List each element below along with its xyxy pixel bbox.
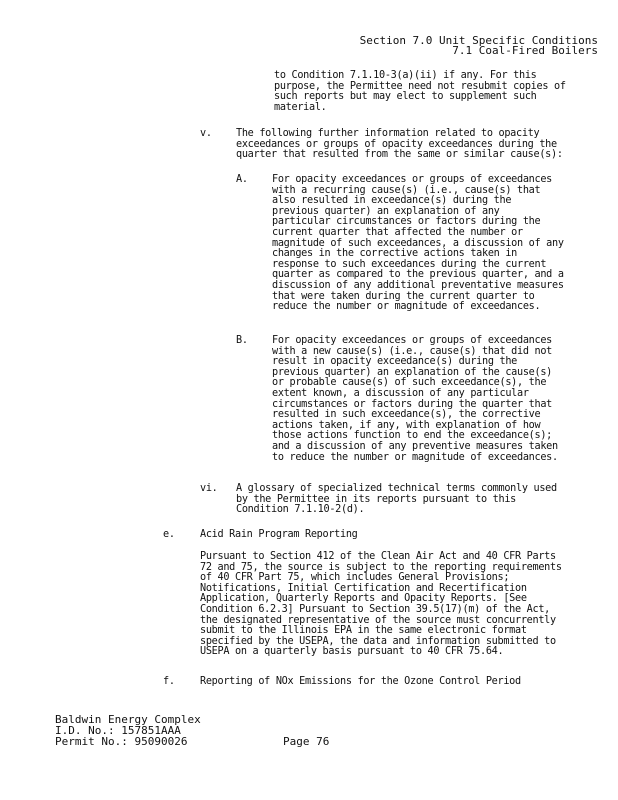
text-line: Condition 7.1.10-2(d). [236,504,365,516]
text-line: changes in the corrective actions taken in [272,248,518,260]
text-line: previous quarter) an explanation of any [272,205,500,217]
text-line: such reports but may elect to supplement such [274,91,537,103]
text-line: and a discussion of any preventive measures taken [272,440,558,452]
text-line: exceedances or groups of opacity exceedances during the [236,138,557,150]
item-b-text [272,336,558,463]
text-line: quarter that resulted from the same or similar cause(s): [236,149,563,161]
item-b-label: B. [236,335,248,346]
text-line: actions taken, if any, with explanation of how [272,419,541,431]
item-f-heading: Reporting of NOx Emissions for the Ozone Control Period [200,676,521,687]
text-line: circumstances or factors during the quarter that [272,398,553,410]
item-e-heading: Acid Rain Program Reporting [200,529,358,540]
item-vi-label: vi. [200,483,218,494]
page-number: Page 76 [283,735,330,748]
text-line: The following further information related to opacity [236,128,540,139]
text-line: 72 and 75, the source is subject to the reporting requirements [200,561,562,573]
text-line: purpose, the Permittee need not resubmit copies of [274,80,566,92]
text-line: that were taken during the current quarter to [272,290,535,302]
text-line: by the Permittee in its reports pursuant to this [236,493,517,505]
text-line: to reduce the number or magnitude of exceedances. [272,451,558,463]
text-line: also resulted in exceedance(s) during the [272,195,512,207]
item-f-label: f. [163,676,175,687]
text-line: magnitude of such exceedances, a discussion of any [272,237,564,249]
section-header: Section 7.0 Unit Specific Conditions [359,34,598,47]
text-line: to Condition 7.1.10-3(a)(ii) if any. For this [274,70,537,81]
facility-name: Baldwin Energy Complex [55,713,201,726]
text-line: For opacity exceedances or groups of exceedances [272,174,553,185]
footer-block [55,714,201,747]
item-a-label: A. [236,174,248,185]
text-line: Notifications, Initial Certification and Recertification [200,582,527,594]
item-vi-text [236,484,557,516]
text-line: reduce the number or magnitude of exceedances. [272,301,541,313]
item-e-text [200,552,562,658]
text-line: result in opacity exceedance(s) during the [272,356,518,368]
text-line: submit to the Illinois EPA in the same electronic format [200,625,527,637]
text-line: previous quarter) an explanation of the cause(s) [272,366,553,378]
text-line: with a new cause(s) (i.e., cause(s) that did not [272,345,553,357]
item-e-label: e. [163,529,175,540]
text-line: response to such exceedances during the current [272,258,547,270]
continuation-paragraph [274,71,566,113]
text-line: Application, Quarterly Reports and Opacity Reports. [See [200,593,527,605]
text-line: or probable cause(s) of such exceedance(s), the [272,377,547,389]
text-line: quarter as compared to the previous quarter, and a [272,269,564,281]
subsection-header: 7.1 Coal-Fired Boilers [452,44,598,57]
text-line: Pursuant to Section 412 of the Clean Air Act and 40 CFR Parts [200,551,556,562]
item-a-text [272,175,564,313]
item-v-text [236,129,563,161]
text-line: extent known, a discussion of any particular [272,387,529,399]
text-line: A glossary of specialized technical terms commonly used [236,483,557,494]
text-line: with a recurring cause(s) (i.e., cause(s) that [272,184,541,196]
text-line: resulted in such exceedance(s), the corrective [272,409,541,421]
text-line: USEPA on a quarterly basis pursuant to 40 CFR 75.64. [200,646,504,658]
permit-number: Permit No.: 95090026 [55,735,188,748]
text-line: those actions function to end the exceedance(s); [272,430,553,442]
text-line: For opacity exceedances or groups of exceedances [272,335,553,346]
text-line: current quarter that affected the number or [272,226,523,238]
text-line: particular circumstances or factors during the [272,216,541,228]
text-line: discussion of any additional preventative measures [272,279,564,291]
text-line: material. [274,101,327,113]
item-v-label: v. [200,128,212,139]
facility-id: I.D. No.: 157851AAA [55,724,181,737]
text-line: specified by the USEPA, the data and information submitted to [200,635,556,647]
text-line: the designated representative of the source must concurrently [200,614,556,626]
text-line: of 40 CFR Part 75, which includes General Provisions; [200,572,510,584]
text-line: Condition 6.2.3] Pursuant to Section 39.5(17)(m) of the Act, [200,603,551,615]
